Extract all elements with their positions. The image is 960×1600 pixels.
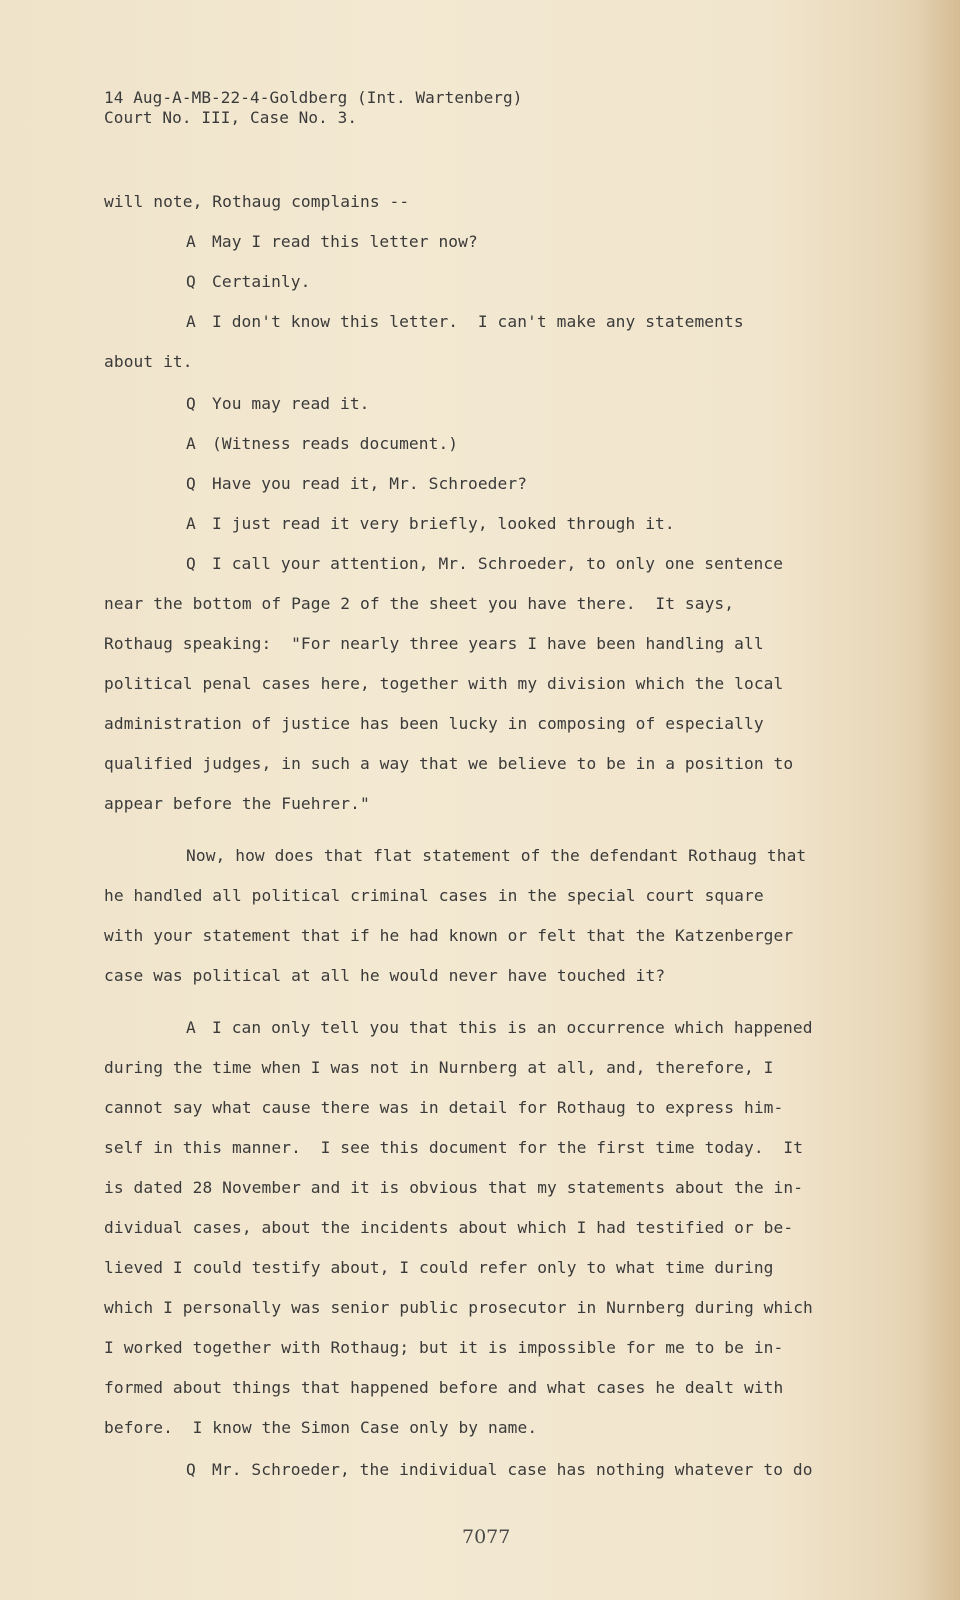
text-line: will note, Rothaug complains -- bbox=[104, 192, 410, 211]
testimony-line bbox=[186, 514, 675, 533]
text-line: self in this manner. I see this document for the first time today. It bbox=[104, 1138, 804, 1157]
speaker-label: A bbox=[186, 434, 196, 453]
page-number: 7077 bbox=[462, 1526, 511, 1548]
testimony-line bbox=[186, 474, 527, 493]
testimony-text: Mr. Schroeder, the individual case has nothing whatever to do bbox=[212, 1460, 813, 1479]
testimony-text: I don't know this letter. I can't make any statements bbox=[212, 312, 744, 331]
text-line: Rothaug speaking: "For nearly three years I have been handling all bbox=[104, 634, 764, 653]
testimony-text: Certainly. bbox=[212, 272, 311, 291]
text-line: formed about things that happened before and what cases he dealt with bbox=[104, 1378, 784, 1397]
testimony-line bbox=[186, 394, 370, 413]
text-line: I worked together with Rothaug; but it is impossible for me to be in- bbox=[104, 1338, 784, 1357]
testimony-line bbox=[186, 272, 310, 291]
speaker-label: Q bbox=[186, 272, 196, 291]
text-line: which I personally was senior public prosecutor in Nurnberg during which bbox=[104, 1298, 813, 1317]
testimony-text: I can only tell you that this is an occurrence which happened bbox=[212, 1018, 813, 1037]
speaker-label: Q bbox=[186, 554, 196, 573]
text-line: qualified judges, in such a way that we believe to be in a position to bbox=[104, 754, 794, 773]
testimony-text: (Witness reads document.) bbox=[212, 434, 459, 453]
text-line: Now, how does that flat statement of the defendant Rothaug that bbox=[186, 846, 807, 865]
testimony-line bbox=[186, 434, 458, 453]
speaker-label: Q bbox=[186, 1460, 196, 1479]
header-line-1: 14 Aug-A-MB-22-4-Goldberg (Int. Wartenberg) bbox=[104, 88, 523, 107]
text-line: administration of justice has been lucky in composing of especially bbox=[104, 714, 764, 733]
testimony-line bbox=[186, 232, 478, 251]
testimony-text: May I read this letter now? bbox=[212, 232, 478, 251]
text-line: before. I know the Simon Case only by name. bbox=[104, 1418, 538, 1437]
testimony-line bbox=[186, 1018, 813, 1037]
text-line: cannot say what cause there was in detail for Rothaug to express him- bbox=[104, 1098, 784, 1117]
speaker-label: A bbox=[186, 514, 196, 533]
text-line: with your statement that if he had known or felt that the Katzenberger bbox=[104, 926, 794, 945]
page-edge-shadow bbox=[920, 0, 960, 1600]
text-line: he handled all political criminal cases in the special court square bbox=[104, 886, 764, 905]
text-line: is dated 28 November and it is obvious that my statements about the in- bbox=[104, 1178, 804, 1197]
speaker-label: A bbox=[186, 1018, 196, 1037]
text-line: about it. bbox=[104, 352, 193, 371]
speaker-label: A bbox=[186, 312, 196, 331]
testimony-text: Have you read it, Mr. Schroeder? bbox=[212, 474, 528, 493]
testimony-text: I call your attention, Mr. Schroeder, to only one sentence bbox=[212, 554, 784, 573]
text-line: lieved I could testify about, I could refer only to what time during bbox=[104, 1258, 774, 1277]
text-line: political penal cases here, together with my division which the local bbox=[104, 674, 784, 693]
testimony-line bbox=[186, 312, 744, 331]
text-line: case was political at all he would never have touched it? bbox=[104, 966, 666, 985]
text-line: dividual cases, about the incidents about which I had testified or be- bbox=[104, 1218, 794, 1237]
header-line-2: Court No. III, Case No. 3. bbox=[104, 108, 358, 127]
text-line: appear before the Fuehrer." bbox=[104, 794, 370, 813]
testimony-text: I just read it very briefly, looked through it. bbox=[212, 514, 675, 533]
testimony-text: You may read it. bbox=[212, 394, 370, 413]
text-line: near the bottom of Page 2 of the sheet you have there. It says, bbox=[104, 594, 735, 613]
speaker-label: A bbox=[186, 232, 196, 251]
testimony-line bbox=[186, 1460, 813, 1479]
speaker-label: Q bbox=[186, 394, 196, 413]
testimony-line bbox=[186, 554, 783, 573]
speaker-label: Q bbox=[186, 474, 196, 493]
text-line: during the time when I was not in Nurnberg at all, and, therefore, I bbox=[104, 1058, 774, 1077]
